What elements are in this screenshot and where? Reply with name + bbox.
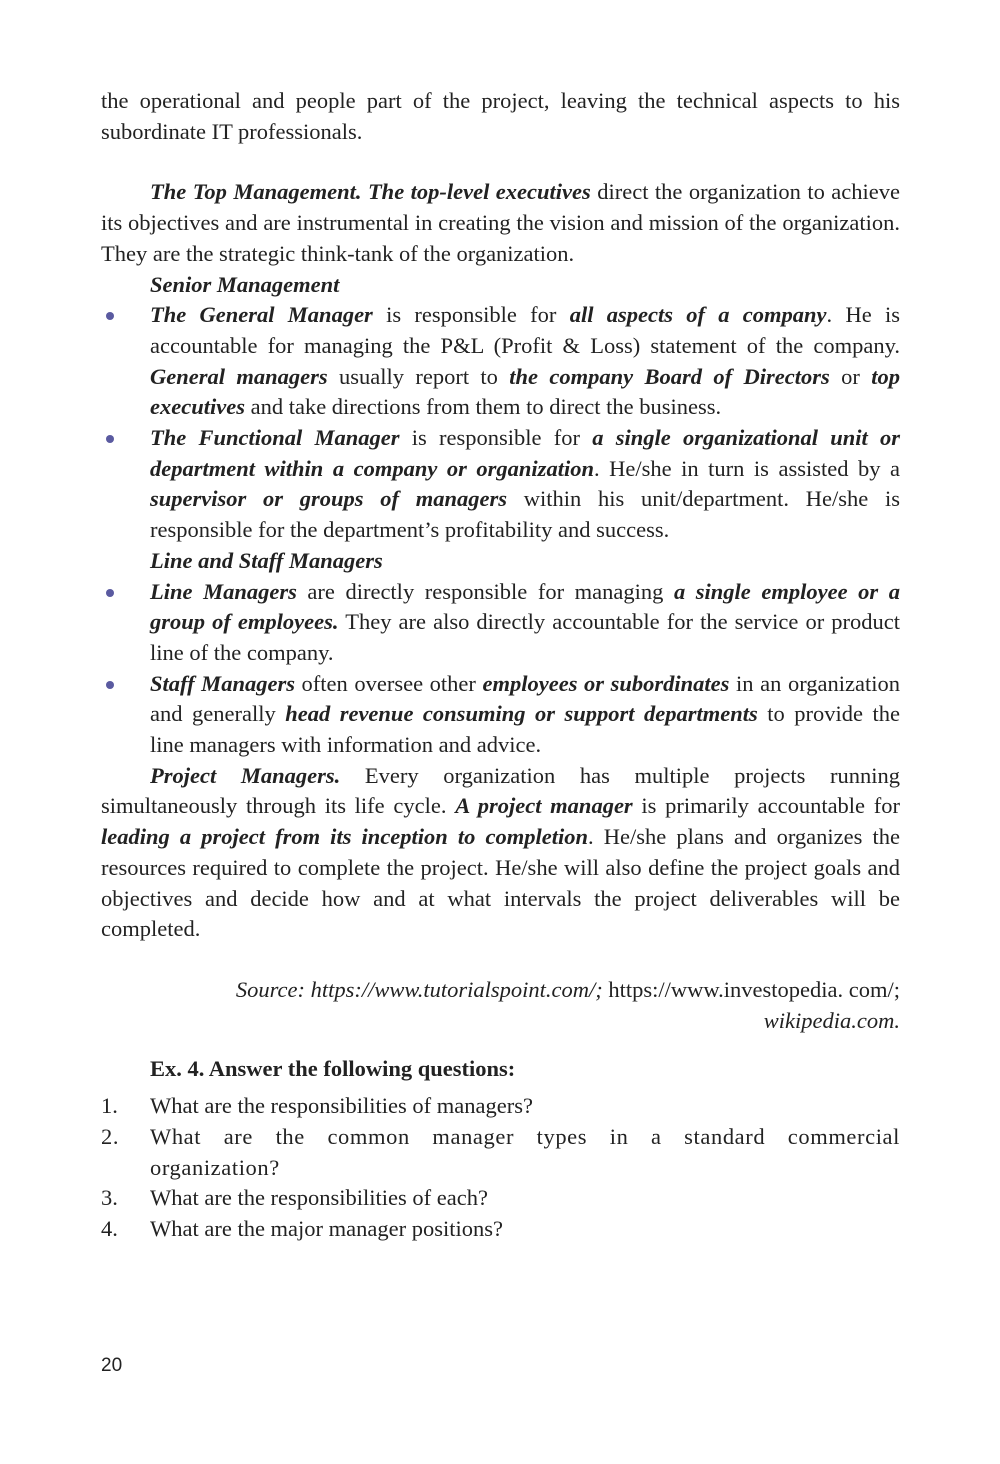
list-item-staff-managers <box>101 669 900 761</box>
bullet-icon <box>106 681 114 689</box>
text: . He is accountable for managing the P&L (Profit & Loss) statement of the company. <box>150 302 900 358</box>
senior-management-heading: Senior Management <box>150 271 340 297</box>
project-managers-paragraph <box>101 761 900 945</box>
question-number: 2. <box>101 1123 120 1149</box>
text: or <box>829 363 872 389</box>
question-text: What are the responsibilities of each? <box>150 1185 488 1211</box>
question-list <box>101 1091 900 1245</box>
source-link: wikipedia.com. <box>763 1007 900 1033</box>
text: They are also directly accountable for the service or product line of the company. <box>150 609 900 665</box>
text: . He/she plans and organizes the resources required to complete the project. He/she will also define the project goals and objectives and decide how and at what intervals the project deliverables will be completed. <box>101 824 900 942</box>
line-staff-heading: Line and Staff Managers <box>150 547 383 573</box>
intro-text: the operational and people part of the project, leaving the technical aspects to his subordinate IT professionals. <box>101 88 900 144</box>
term: Line Managers <box>150 578 297 604</box>
term: a single employee or a group of employees. <box>150 578 900 635</box>
question-text: What are the responsibilities of managers? <box>150 1093 533 1119</box>
text: in an organization and generally <box>150 670 900 727</box>
text: often oversee other <box>294 670 483 696</box>
term: the company Board of Directors <box>509 363 830 389</box>
term: top executives <box>150 363 900 420</box>
page-number: 20 <box>101 1355 123 1376</box>
source-citation <box>101 975 900 1036</box>
text: usually report to <box>327 363 510 389</box>
top-management-heading: The Top Management. <box>150 179 362 205</box>
question-text: What are the common manager types in a standard commercial organization? <box>150 1123 900 1180</box>
term: A project manager <box>455 793 633 819</box>
term: The General Manager <box>150 302 373 328</box>
term: The Functional Manager <box>150 425 400 451</box>
source-label: Source: https://www.tutorialspoint.com/; <box>235 976 603 1002</box>
term: a single organizational unit or department within a company or organization <box>150 425 901 481</box>
list-item-functional-manager <box>101 423 900 546</box>
question-number: 3. <box>101 1185 118 1211</box>
document-page <box>101 86 900 1245</box>
text: is primarily accountable for <box>632 793 901 819</box>
spacer <box>101 147 900 177</box>
question-item <box>101 1091 900 1122</box>
text: Every organization has multiple projects running simultaneously through its life cycle. <box>101 762 900 819</box>
term: leading a project from its inception to completion <box>101 824 589 850</box>
source-link: https://www.investopedia. com/; <box>602 976 900 1002</box>
bullet-icon <box>106 312 114 320</box>
exercise-title: Ex. 4. Answer the following questions: <box>150 1056 516 1082</box>
question-item <box>101 1122 900 1183</box>
question-number: 4. <box>101 1215 118 1241</box>
text: within his unit/department. He/she is responsible for the department’s profitability and success. <box>150 486 900 543</box>
list-item-line-managers <box>101 577 900 669</box>
term: Project Managers. <box>150 762 341 788</box>
text: is responsible for <box>372 302 570 328</box>
question-item <box>101 1183 900 1214</box>
text: to provide the line managers with information and advice. <box>150 701 900 758</box>
term: all aspects of a company <box>569 302 827 328</box>
question-item <box>101 1214 900 1245</box>
text: are directly responsible for managing <box>296 578 674 604</box>
text: . He/she in turn is assisted by a <box>593 455 900 481</box>
text: is responsible for <box>399 425 593 451</box>
line-staff-list <box>101 577 900 761</box>
senior-management-list <box>101 300 900 546</box>
term: Staff Managers <box>150 670 295 696</box>
list-item-general-manager <box>101 300 900 423</box>
term: General managers <box>150 363 328 389</box>
top-management-paragraph <box>101 177 900 269</box>
term: employees or subordinates <box>482 670 730 696</box>
top-level-executives-term: The top-level executives <box>367 179 591 205</box>
intro-paragraph <box>101 86 900 147</box>
term: supervisor or groups of managers <box>150 486 507 512</box>
term: head revenue consuming or support departments <box>285 701 758 727</box>
question-number: 1. <box>101 1093 118 1119</box>
top-management-text: direct the organization to achieve its objectives and are instrumental in creating the vision and mission of the organization. They are the strategic think-tank of the organization. <box>101 179 901 266</box>
question-text: What are the major manager positions? <box>150 1215 503 1241</box>
bullet-icon <box>106 435 114 443</box>
text: and take directions from them to direct the business. <box>244 394 722 420</box>
bullet-icon <box>106 589 114 597</box>
